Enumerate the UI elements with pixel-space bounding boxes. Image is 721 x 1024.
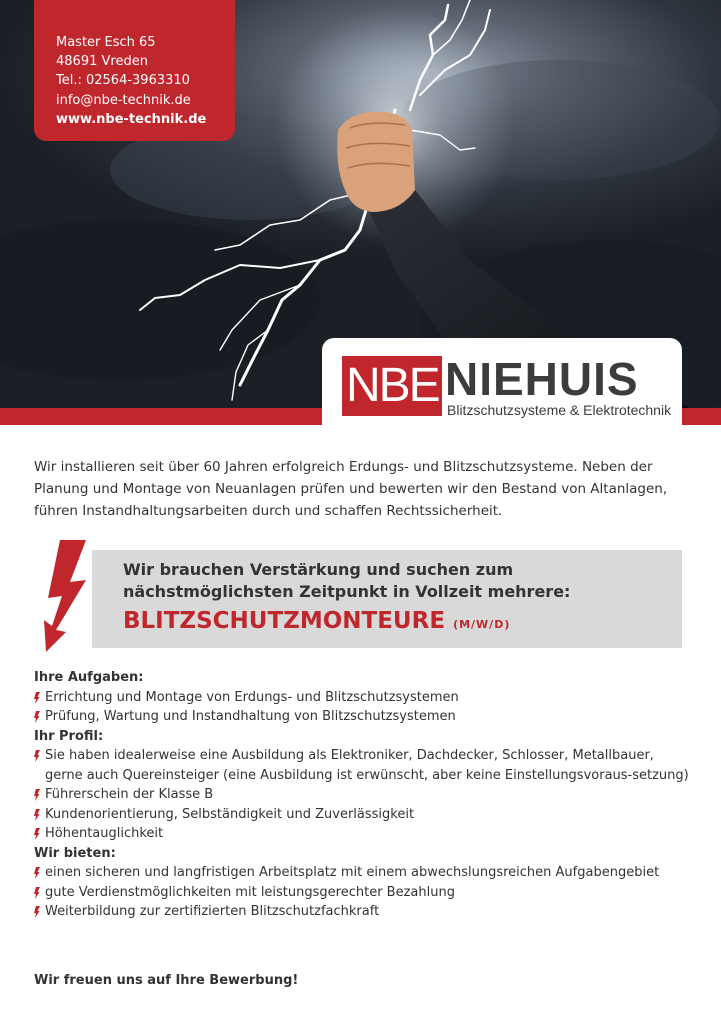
small-bolt-bullet-icon [34, 809, 40, 821]
intro-paragraph: Wir installieren seit über 60 Jahren erfolgreich Erdungs- und Blitzschutzsysteme. Neben der Planung und Montage von Neuanlagen prüfen und bewerten wir den Bestand von Altanlagen, führen Instandhaltungsarbeiten durch und schaffen Rechtssicherheit. [34, 459, 668, 519]
job-title [123, 605, 570, 641]
logo-mark [342, 356, 442, 416]
job-details [34, 668, 694, 922]
lightning-bolt-arrow-icon [42, 540, 98, 652]
small-bolt-bullet-icon [34, 750, 40, 762]
closing-line: Wir freuen uns auf Ihre Bewerbung! [34, 973, 299, 988]
section-heading-tasks: Ihre Aufgaben: [34, 670, 144, 685]
small-bolt-bullet-icon [34, 867, 40, 879]
list-item: Prüfung, Wartung und Instandhaltung von Blitzschutzsystemen [34, 707, 694, 727]
banner-line-2: nächstmöglichsten Zeitpunkt in Vollzeit mehrere: [123, 582, 571, 601]
small-bolt-bullet-icon [34, 711, 40, 723]
section-heading-profile: Ihr Profil: [34, 728, 104, 744]
list-item: Höhentauglichkeit [34, 824, 694, 844]
small-bolt-bullet-icon [34, 828, 40, 840]
list-item: gute Verdienstmöglichkeiten mit leistungsgerechter Bezahlung [34, 883, 694, 903]
list-item: Sie haben idealerweise eine Ausbildung als Elektroniker, Dachdecker, Schlosser, Metallbauer, gerne auch Quereinsteiger (eine Ausbildung ist erwünscht, aber keine Einstellungsvoraus-setzung) [34, 746, 694, 785]
job-title-text: BLITZSCHUTZMONTEURE [123, 608, 446, 634]
logo-name: NIEHUIS [445, 353, 639, 405]
job-title-suffix: (M/W/D) [453, 618, 511, 631]
small-bolt-bullet-icon [34, 789, 40, 801]
contact-city: 48691 Vreden [56, 54, 148, 70]
contact-phone[interactable]: Tel.: 02564-3963310 [56, 73, 190, 89]
list-item: Errichtung und Montage von Erdungs- und Blitzschutzsystemen [34, 688, 694, 708]
contact-box [34, 0, 235, 141]
small-bolt-bullet-icon [34, 887, 40, 899]
section-heading-offer: Wir bieten: [34, 845, 116, 861]
logo-bolt-icon [342, 356, 442, 416]
contact-street: Master Esch 65 [56, 35, 156, 50]
job-banner [92, 550, 682, 648]
logo-subtitle: Blitzschutzsysteme & Elektrotechnik [447, 402, 672, 418]
list-item: Kundenorientierung, Selbständigkeit und Zuverlässigkeit [34, 805, 694, 825]
list-item: Führerschein der Klasse B [34, 785, 694, 805]
contact-email[interactable]: info@nbe-technik.de [56, 92, 191, 108]
contact-website[interactable]: www.nbe-technik.de [56, 111, 207, 127]
list-item: Weiterbildung zur zertifizierten Blitzschutzfachkraft [34, 902, 694, 922]
logo-mark-text: NBE [346, 359, 439, 412]
list-item: einen sicheren und langfristigen Arbeitsplatz mit einem abwechslungsreichen Aufgabengebiet [34, 863, 694, 883]
small-bolt-bullet-icon [34, 906, 40, 918]
company-logo [322, 338, 682, 428]
small-bolt-bullet-icon [34, 692, 40, 704]
banner-line-1: Wir brauchen Verstärkung und suchen zum [123, 560, 514, 579]
